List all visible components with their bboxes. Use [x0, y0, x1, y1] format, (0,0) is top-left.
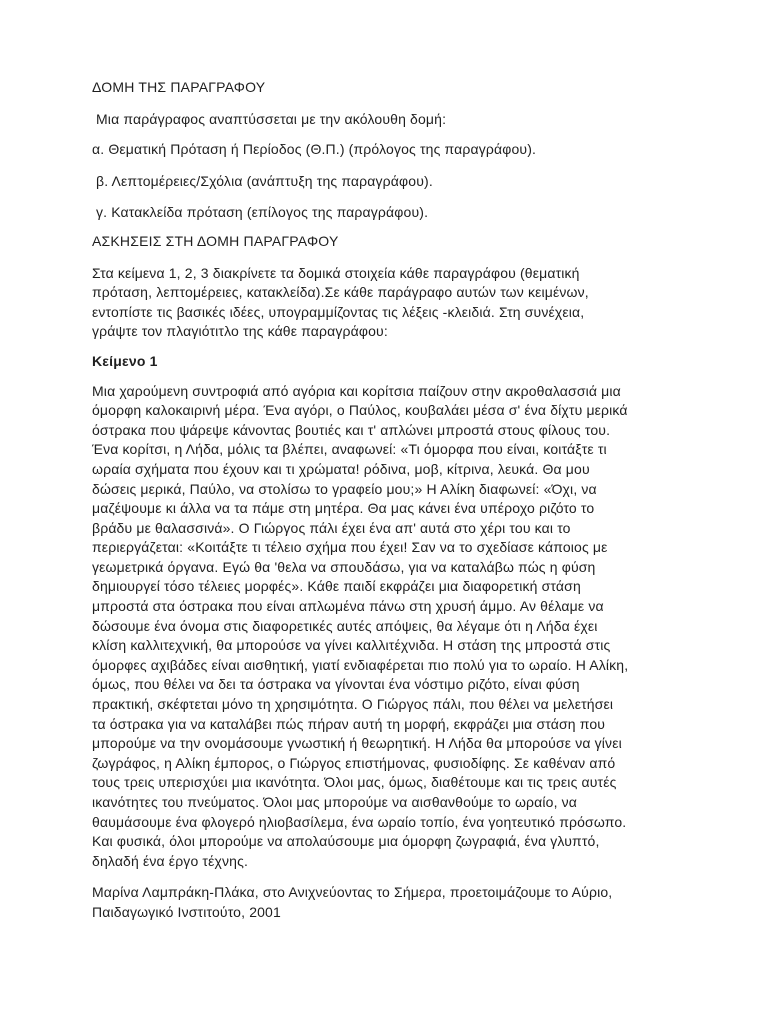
body-line: γεωμετρικά όργανα. Εγώ θα 'θελα να σπουδάσω, για να καταλάβω πώς η φύση — [92, 558, 596, 575]
body-line: ωραία σχήματα που έχουν και τι χρώματα! ρόδινα, μοβ, κίτρινα, λευκά. Θα μου — [92, 460, 590, 477]
body-line: Και φυσικά, όλοι μπορούμε να απολαύσουμε μια όμορφη ζωγραφιά, ένα γλυπτό, — [92, 833, 600, 850]
body-line: κλίση καλλιτεχνική, θα μπορούσε να γίνει καλλιτέχνιδα. Η στάση της μπροστά στις — [92, 637, 611, 654]
body-line: Ένα κορίτσι, η Λήδα, μόλις τα βλέπει, αναφωνεί: «Τι όμορφα που είναι, κοιτάξτε τι — [92, 441, 607, 458]
body-line: περιεργάζεται: «Κοιτάξτε τι τέλειο σχήμα που έχει! Σαν να το σχεδίασε κάποιος με — [92, 539, 608, 556]
instructions-line: γράψτε τον πλαγιότιτλο της κάθε παραγράφου: — [92, 323, 388, 340]
instructions-line: πρόταση, λεπτομέρειες, κατακλείδα).Σε κάθε παράγραφο αυτών των κειμένων, — [92, 284, 589, 301]
body-line: ικανότητες του πνεύματος. Όλοι μας μπορούμε να αισθανθούμε το ωραίο, να — [92, 794, 578, 810]
source-citation — [92, 883, 692, 922]
structure-item-a: α. Θεματική Πρόταση ή Περίοδος (Θ.Π.) (πρόλογος της παραγράφου). — [92, 141, 537, 158]
citation-line: Μαρίνα Λαμπράκη-Πλάκα, στο Ανιχνεύοντας το Σήμερα, προετοιμάζουμε το Αύριο, — [92, 884, 613, 901]
page-title: ΔΟΜΗ ΤΗΣ ΠΑΡΑΓΡΑΦΟΥ — [92, 79, 266, 95]
body-line: δημιουργεί τόσο τέλειες μορφές». Κάθε παιδί εκφράζει μια διαφορετική στάση — [92, 578, 581, 595]
body-line: τα όστρακα για να καταλάβει πώς πήραν αυτή τη μορφή, εκφράζει μια στάση που — [92, 715, 606, 732]
text-1-title: Κείμενο 1 — [92, 352, 158, 369]
instructions-line: εντοπίστε τις βασικές ιδέες, υπογραμμίζοντας τις λέξεις -κλειδιά. Στη συνέχεια, — [92, 303, 585, 320]
body-line: δώσεις μερικά, Παύλο, να στολίσω το γραφείο μου;» Η Αλίκη διαφωνεί: «Όχι, να — [92, 480, 597, 497]
body-line: μπορούμε να την ονομάσουμε γνωστική ή θεωρητική. Η Λήδα θα μπορούσε να γίνει — [92, 735, 622, 752]
body-line: θαυμάσουμε ένα φλογερό ηλιοβασίλεμα, ένα ωραίο τοπίο, ένα γοητευτικό πρόσωπο. — [92, 813, 627, 830]
body-line: όμορφες αχιβάδες είναι αισθητική, γιατί ενδιαφέρεται πιο πολύ για το ωραίο. Η Αλίκη, — [92, 656, 629, 673]
body-line: Μια χαρούμενη συντροφιά από αγόρια και κορίτσια παίζουν στην ακροθαλασσιά μια — [92, 382, 621, 399]
body-line: όστρακα που ψάρεψε κάνοντας βουτιές και τ' απλώνει μπροστά στους φίλους του. — [92, 421, 611, 438]
instructions-line: Στα κείμενα 1, 2, 3 διακρίνετε τα δομικά στοιχεία κάθε παραγράφου (θεματική — [92, 264, 580, 281]
body-line: ζωγράφος, η Αλίκη έμπορος, ο Γιώργος επιστήμονας, φυσιοδίφης. Σε καθέναν από — [92, 754, 616, 771]
body-line: όμως, που θέλει να δει τα όστρακα να γίνονται ένα νόστιμο ριζότο, είναι φύση — [92, 676, 580, 693]
body-line: δώσουμε ένα όνομα στις διαφορετικές αυτές απόψεις, θα λέγαμε ότι η Λήδα έχει — [92, 617, 598, 634]
body-line: τους τρεις υπερισχύει μια ικανότητα. Όλοι μας, όμως, διαθέτουμε και τις τρεις αυτές — [92, 774, 617, 791]
body-line: μαζέψουμε κι άλλα να τα πάμε στη μητέρα. Θα μας κάνει ένα υπέροχο ριζότο το — [92, 500, 595, 517]
structure-item-c: γ. Κατακλείδα πρόταση (επίλογος της παραγράφου). — [96, 204, 429, 221]
structure-item-b: β. Λεπτομέρειες/Σχόλια (ανάπτυξη της παραγράφου). — [96, 172, 433, 189]
exercises-heading: ΑΣΚΗΣΕΙΣ ΣΤΗ ΔΟΜΗ ΠΑΡΑΓΡΑΦΟΥ — [92, 232, 339, 249]
text-1-body — [92, 382, 692, 872]
citation-line: Παιδαγωγικό Ινστιτούτο, 2001 — [92, 903, 281, 920]
structure-intro: Μια παράγραφος αναπτύσσεται με την ακόλουθη δομή: — [96, 110, 447, 127]
body-line: όμορφη καλοκαιρινή μέρα. Ένα αγόρι, ο Παύλος, κουβαλάει μέσα σ' ένα δίχτυ μερικά — [92, 402, 628, 419]
exercises-instructions — [92, 264, 692, 342]
body-line: μπροστά στα όστρακα που είναι απλωμένα πάνω στη χρυσή άμμο. Αν θέλαμε να — [92, 598, 604, 615]
body-line: πρακτική, σκέφτεται μόνο τη χρησιμότητα. Ο Γιώργος πάλι, που θέλει να μελετήσει — [92, 696, 614, 713]
document-page — [92, 78, 692, 923]
body-line: δηλαδή ένα έργο τέχνης. — [92, 852, 249, 869]
body-line: βράδυ με θαλασσινά». Ο Γιώργος πάλι έχει ένα απ' αυτά στο χέρι του και το — [92, 519, 571, 536]
